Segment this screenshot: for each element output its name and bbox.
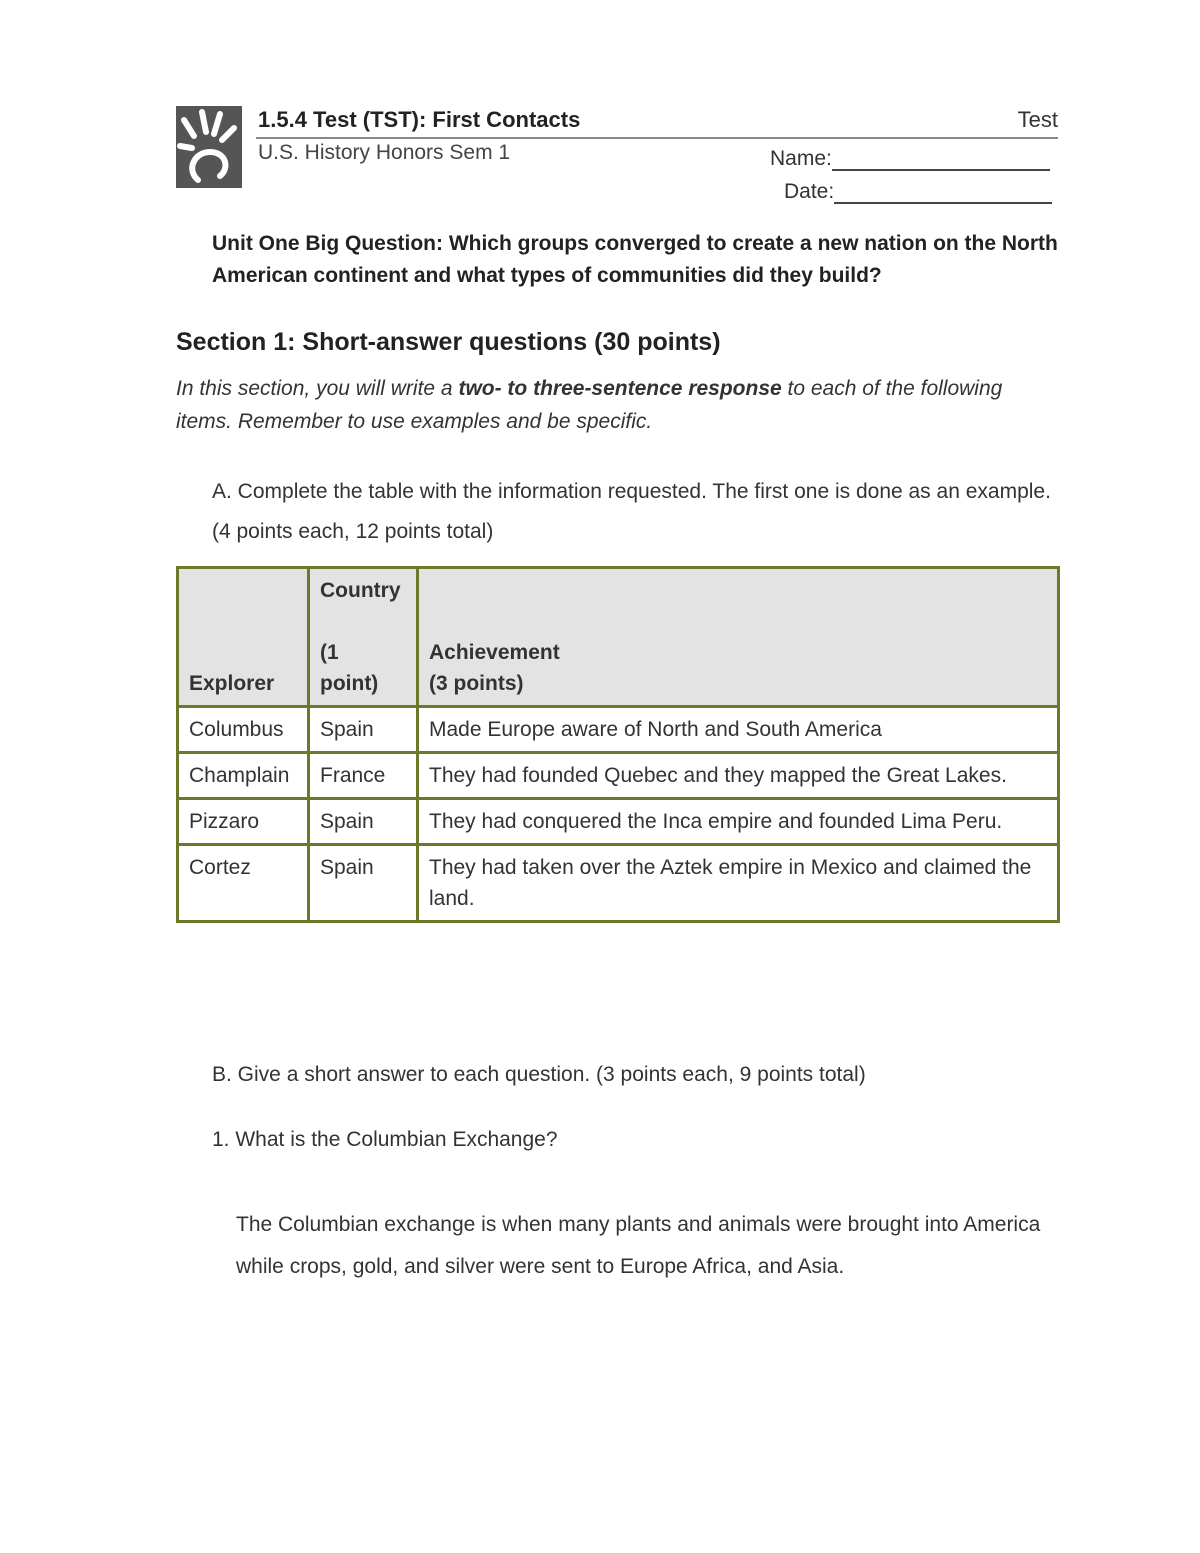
intro-text-start: In this section, you will write a (176, 377, 459, 400)
cell-achievement[interactable]: They had conquered the Inca empire and founded Lima Peru. (418, 799, 1059, 845)
cell-achievement[interactable]: They had founded Quebec and they mapped the Great Lakes. (418, 753, 1059, 799)
header-achievement: Achievement (3 points) (418, 568, 1059, 707)
cell-explorer: Columbus (178, 707, 309, 753)
table-row (178, 707, 1059, 753)
date-blank-line[interactable] (834, 178, 1052, 204)
explorer-table (176, 566, 1060, 923)
course-name: U.S. History Honors Sem 1 (258, 141, 511, 164)
section-title: Section 1: Short-answer questions (30 points) (176, 328, 721, 356)
cell-explorer: Champlain (178, 753, 309, 799)
cell-achievement[interactable]: They had taken over the Aztek empire in Mexico and claimed the land. (418, 845, 1059, 922)
part-a-instruction: A. Complete the table with the information requested. The first one is done as an example. (4 points each, 12 points total) (212, 480, 1051, 543)
question-1: 1. What is the Columbian Exchange? (212, 1128, 558, 1151)
part-b-instruction: B. Give a short answer to each question. (3 points each, 9 points total) (212, 1063, 866, 1086)
table-header-row (178, 568, 1059, 707)
cell-country: Spain (309, 707, 418, 753)
table-row (178, 799, 1059, 845)
intro-text-end: to each of the following items. Remember to use examples and be specific. (176, 377, 1003, 433)
answer-1[interactable]: The Columbian exchange is when many plants and animals were brought into America while crops, gold, and silver were sent to Europe Africa, and Asia. (236, 1213, 1041, 1278)
cell-explorer: Pizzaro (178, 799, 309, 845)
header-explorer: Explorer (178, 568, 309, 707)
date-field (784, 178, 1052, 204)
name-label: Name: (770, 147, 832, 170)
intro-emphasis: two- to three-sentence response (458, 377, 782, 400)
header-country: Country (1 point) (309, 568, 418, 707)
name-blank-line[interactable] (832, 145, 1050, 171)
document-title: 1.5.4 Test (TST): First Contacts (258, 107, 581, 132)
date-label: Date: (784, 180, 835, 203)
cell-achievement[interactable]: Made Europe aware of North and South America (418, 707, 1059, 753)
cell-explorer: Cortez (178, 845, 309, 922)
cell-country[interactable]: Spain (309, 845, 418, 922)
cell-country[interactable]: Spain (309, 799, 418, 845)
cell-country[interactable]: France (309, 753, 418, 799)
publisher-logo (176, 106, 242, 188)
unit-big-question: Unit One Big Question: Which groups converged to create a new nation on the North American continent and what types of communities did they build? (212, 232, 1058, 287)
header-divider (256, 137, 1058, 139)
name-field (770, 145, 1050, 171)
document-type: Test (1017, 107, 1058, 132)
table-row (178, 753, 1059, 799)
table-row (178, 845, 1059, 922)
section-intro (176, 372, 1056, 438)
